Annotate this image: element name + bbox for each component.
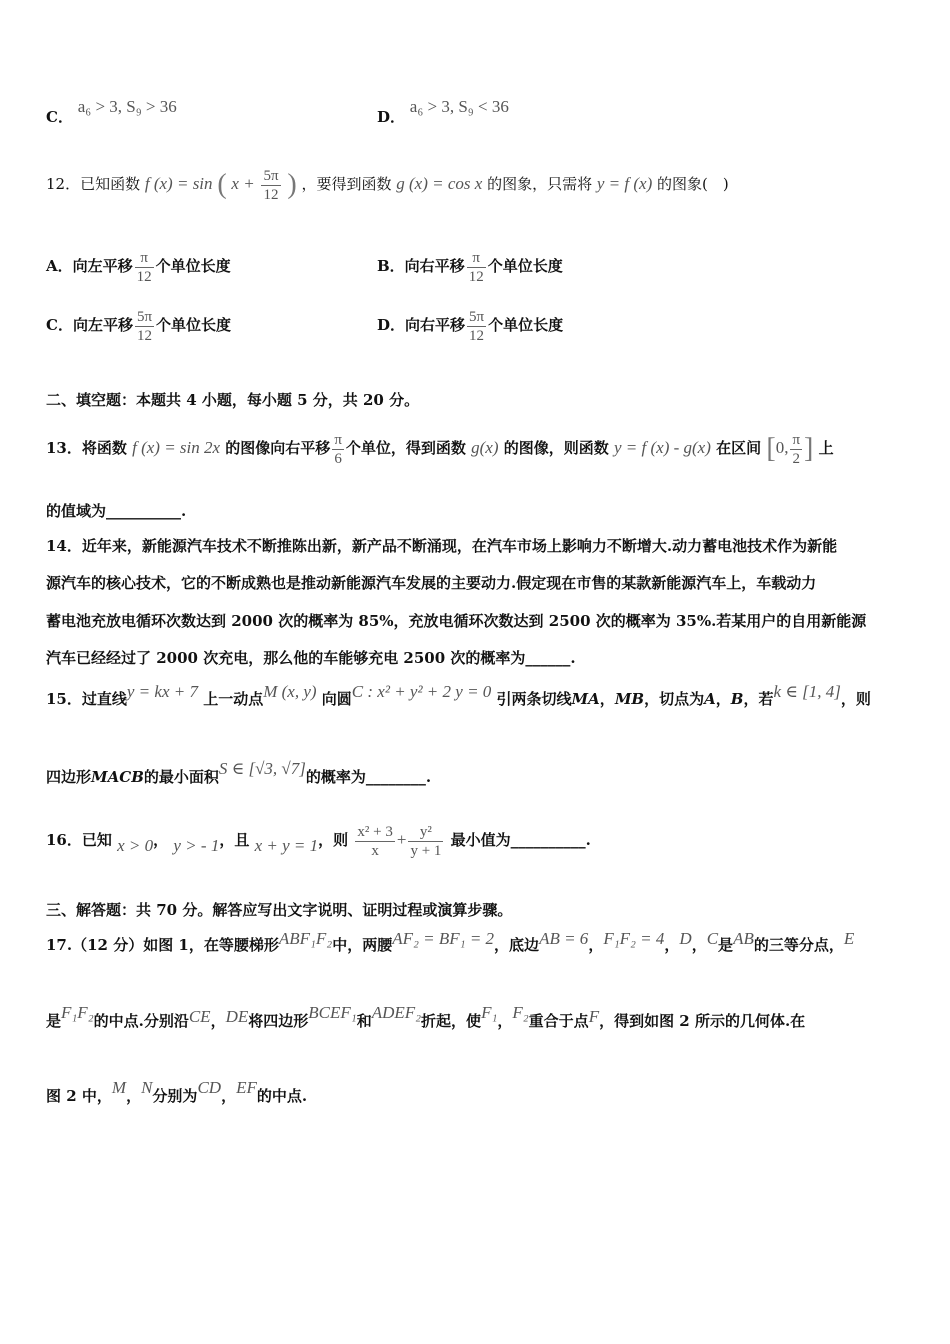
frac-den: 12 xyxy=(467,326,486,345)
text: ， xyxy=(497,1012,513,1030)
question-17-line3 xyxy=(46,1078,308,1106)
math-ef: EF xyxy=(236,1078,257,1097)
bracket-right: ] xyxy=(804,433,814,464)
math-b: B xyxy=(730,690,744,708)
fraction xyxy=(408,823,443,860)
math-f: F xyxy=(588,1007,600,1026)
frac-num: 5π xyxy=(263,167,279,184)
math-g: g (x) = cos x xyxy=(396,174,483,193)
text: ， xyxy=(691,936,707,954)
text: 向圆 xyxy=(321,690,352,708)
text: ，要得到函数 xyxy=(301,175,392,193)
frac-num: π xyxy=(140,249,148,266)
text: ， xyxy=(221,1087,237,1105)
text: 四边形 xyxy=(46,768,92,786)
q12-option-d xyxy=(377,305,563,345)
text: 分别为 xyxy=(152,1087,198,1105)
question-16 xyxy=(46,816,591,864)
text: ， xyxy=(588,936,604,954)
fraction xyxy=(467,308,486,345)
section-heading-solutions: 三、解答题：共 70 分。解答应写出文字说明、证明过程或演算步骤。 xyxy=(46,901,513,919)
option-tail: 个单位长度 xyxy=(155,257,231,275)
text: 上 xyxy=(818,439,834,457)
frac-den: 12 xyxy=(135,326,154,345)
text: 上一动点 xyxy=(203,690,264,708)
math-point: M (x, y) xyxy=(263,682,317,701)
text: 的中点. xyxy=(256,1087,308,1105)
fraction xyxy=(261,167,280,204)
math-ma: MA xyxy=(571,690,600,708)
option-tail: 个单位长度 xyxy=(487,257,563,275)
math-f: f (x) = sin 2x xyxy=(132,438,221,457)
text: 的图象( ) xyxy=(657,175,729,193)
math-y: y = f (x) - g(x) xyxy=(614,438,711,457)
math-d: D xyxy=(679,929,692,948)
text: 的图像向右平移 xyxy=(225,439,331,457)
bracket-left: [ xyxy=(766,433,776,464)
text: ， xyxy=(664,936,680,954)
fraction xyxy=(332,431,344,468)
paren-left: ( xyxy=(217,169,227,200)
text: 的中点.分别沿 xyxy=(93,1012,189,1030)
frac-den: 12 xyxy=(261,185,280,204)
text: ， xyxy=(715,690,731,708)
text: 折起，使 xyxy=(421,1012,482,1030)
math-macb: MACB xyxy=(91,768,144,786)
text: ，底边 xyxy=(494,936,540,954)
option-label: D． xyxy=(377,108,406,126)
math-g: g(x) xyxy=(471,438,499,457)
q11-option-c xyxy=(46,97,177,127)
math-ce: CE xyxy=(188,1007,211,1026)
option-label: A．向左平移 xyxy=(46,257,133,275)
math-m: M xyxy=(111,1078,127,1097)
question-17-line1 xyxy=(46,929,855,955)
math-mb: MB xyxy=(614,690,645,708)
text: ， xyxy=(210,1012,226,1030)
q12-option-c xyxy=(46,305,231,345)
text: ， xyxy=(599,690,615,708)
math-sum: x + y = 1 xyxy=(254,836,319,855)
section-heading-fill-blank: 二、填空题：本题共 4 小题，每小题 5 分，共 20 分。 xyxy=(46,391,420,409)
frac-num: π xyxy=(792,431,801,448)
q12-option-a xyxy=(46,246,231,286)
math-de: DE xyxy=(225,1007,249,1026)
text: 13．将函数 xyxy=(46,439,127,457)
text: 17.（12 分）如图 1，在等腰梯形 xyxy=(46,936,279,954)
text: 是 xyxy=(46,1012,62,1030)
fraction xyxy=(355,823,394,860)
frac-num: x² + 3 xyxy=(357,823,393,840)
question-12 xyxy=(46,162,729,207)
paren-right: ) xyxy=(287,169,297,200)
question-15 xyxy=(46,682,871,709)
math-line: y = kx + 7 xyxy=(126,682,198,701)
math-f2: F₂ xyxy=(512,1003,529,1022)
question-13-line2: 的值域为__________. xyxy=(46,502,187,520)
frac-den: x xyxy=(355,841,394,860)
math-x: x > 0 xyxy=(117,836,154,855)
frac-num: y² xyxy=(419,823,432,840)
math-a: A xyxy=(704,690,716,708)
question-13 xyxy=(46,426,834,471)
text: 的概率为________. xyxy=(305,768,432,786)
option-math: a₆ > 3, S₉ > 36 xyxy=(77,97,177,116)
text: ， xyxy=(126,1087,142,1105)
math-ab: AB xyxy=(733,929,754,948)
math-adef: ADEF₂ xyxy=(371,1003,422,1022)
text: 15．过直线 xyxy=(46,690,127,708)
plus: + xyxy=(396,830,407,849)
math-bcef: BCEF₁ xyxy=(308,1003,357,1022)
text: 在区间 xyxy=(716,439,762,457)
text: ，则 xyxy=(840,690,871,708)
text: 最小值为__________. xyxy=(450,831,591,849)
fraction xyxy=(135,308,154,345)
math-f1: F₁ xyxy=(481,1003,498,1022)
text: 将四边形 xyxy=(248,1012,309,1030)
text: 是 xyxy=(718,936,734,954)
text: 的图像，则函数 xyxy=(503,439,609,457)
math-y: y > - 1 xyxy=(173,836,220,855)
text: ， xyxy=(153,831,169,849)
math-circle: C : x² + y² + 2 y = 0 xyxy=(351,682,492,701)
frac-den: y + 1 xyxy=(410,842,442,859)
text: ，得到如图 2 所示的几何体.在 xyxy=(599,1012,806,1030)
interval-left: 0, xyxy=(775,438,789,457)
text: 图 2 中， xyxy=(46,1087,112,1105)
math-y: y = f (x) xyxy=(596,174,653,193)
frac-num: π xyxy=(334,431,342,448)
math-trapezoid: ABF₁F₂ xyxy=(278,929,333,948)
q12-option-b xyxy=(377,246,563,286)
text: 的三等分点， xyxy=(753,936,844,954)
question-15-line2 xyxy=(46,759,432,787)
question-14-line3: 蓄电池充放电循环次数达到 2000 次的概率为 85%，充放电循环次数达到 2500 次的概率为 35%.若某用户的自用新能源 xyxy=(46,612,867,630)
math-c: C xyxy=(706,929,719,948)
text: 中，两腰 xyxy=(332,936,393,954)
option-label: D．向右平移 xyxy=(377,316,466,334)
math-s: S ∈ [√3, √7] xyxy=(218,759,306,778)
option-tail: 个单位长度 xyxy=(488,316,564,334)
text: ，则 xyxy=(318,831,349,849)
math-k: k ∈ [1, 4] xyxy=(773,682,841,701)
text: ，切点为 xyxy=(644,690,705,708)
math-f1f2: F₁F₂ xyxy=(61,1003,94,1022)
math-n: N xyxy=(141,1078,153,1097)
frac-den: 12 xyxy=(136,268,152,285)
fraction xyxy=(467,249,486,286)
math-inner: x + xyxy=(231,174,255,193)
question-14-line4: 汽车已经经过了 2000 次充电，那么他的车能够充电 2500 次的概率为______. xyxy=(46,649,576,667)
text: 个单位，得到函数 xyxy=(345,439,466,457)
math-f: f (x) = sin xyxy=(144,174,213,193)
text: 引两条切线 xyxy=(496,690,572,708)
frac-num: 5π xyxy=(469,308,485,325)
question-14-line1: 14．近年来，新能源汽车技术不断推陈出新，新产品不断涌现，在汽车市场上影响力不断增大.动力蓄电池技术作为新能 xyxy=(46,537,838,555)
option-label: C．向左平移 xyxy=(46,316,133,334)
math-legs: AF₂ = BF₁ = 2 xyxy=(392,929,495,948)
option-label: C． xyxy=(46,108,73,126)
option-math: a₆ > 3, S₉ < 36 xyxy=(409,97,509,116)
text: 的图象，只需将 xyxy=(487,175,593,193)
math-cd: CD xyxy=(197,1078,222,1097)
question-number: 12．已知函数 xyxy=(46,175,141,193)
frac-den: 12 xyxy=(468,268,484,285)
fraction xyxy=(790,431,802,468)
question-14-line2: 源汽车的核心技术，它的不断成熟也是推动新能源汽车发展的主要动力.假定现在市售的某款新能源汽车上，车载动力 xyxy=(46,574,817,592)
question-17-line2 xyxy=(46,1003,806,1031)
fraction xyxy=(135,249,154,286)
text: 和 xyxy=(356,1012,372,1030)
frac-den: 6 xyxy=(332,449,344,468)
math-e: E xyxy=(843,929,855,948)
text: 的最小面积 xyxy=(143,768,219,786)
frac-den: 2 xyxy=(790,449,802,468)
math-f1f2: F₁F₂ = 4 xyxy=(603,929,665,948)
text: 16．已知 xyxy=(46,831,112,849)
math-ab: AB = 6 xyxy=(539,929,589,948)
q11-option-d xyxy=(377,97,509,127)
text: ，若 xyxy=(743,690,774,708)
text: ，且 xyxy=(219,831,250,849)
text: 重合于点 xyxy=(528,1012,589,1030)
frac-num: 5π xyxy=(136,308,153,325)
frac-num: π xyxy=(472,249,480,266)
option-label: B．向右平移 xyxy=(377,257,465,275)
option-tail: 个单位长度 xyxy=(156,316,232,334)
